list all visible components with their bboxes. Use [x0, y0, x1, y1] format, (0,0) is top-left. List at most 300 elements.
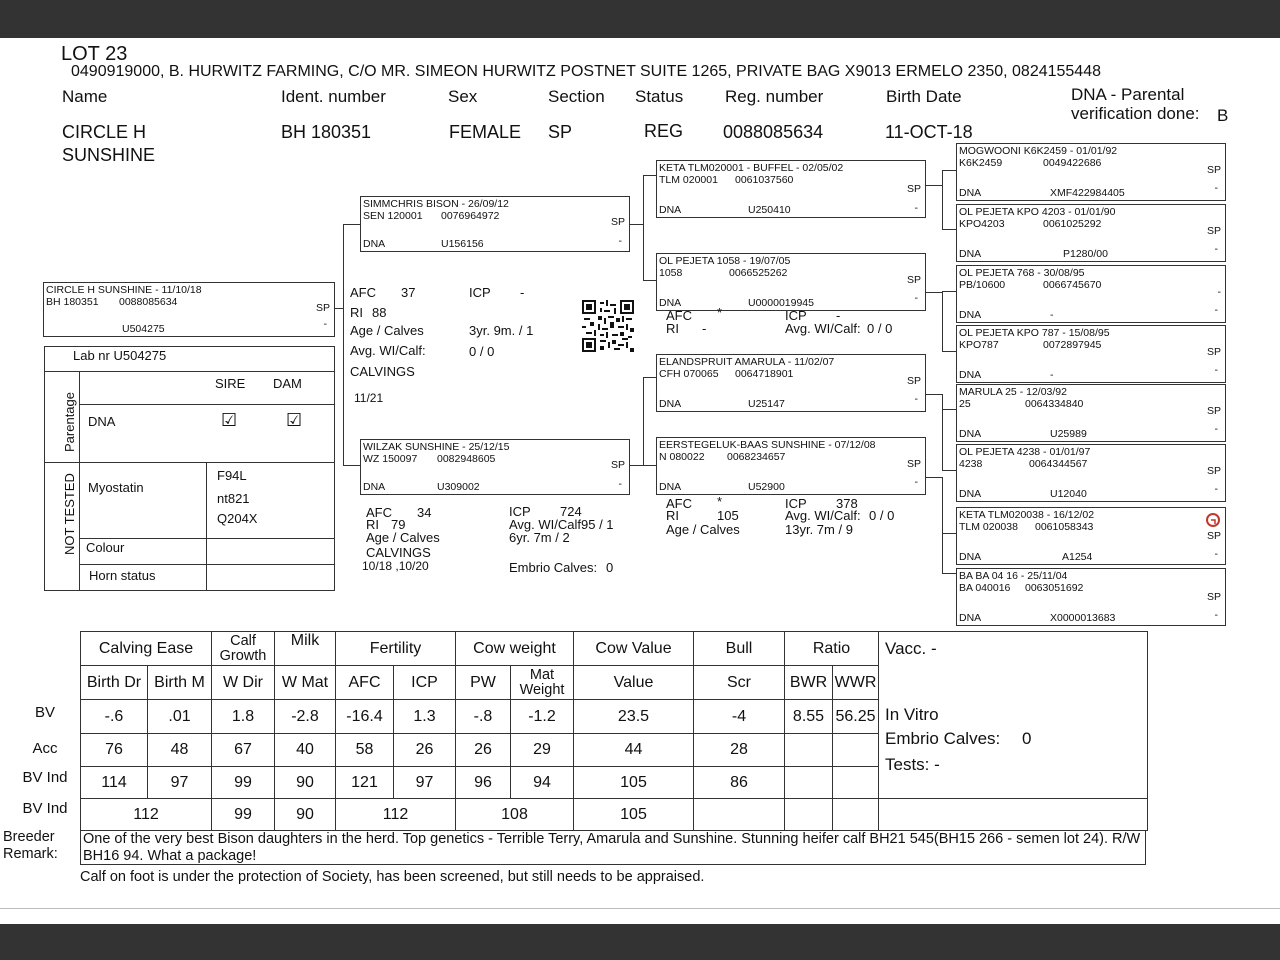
col-group: Fertility [336, 632, 456, 666]
pedigree-box-ggp [956, 143, 1226, 201]
box-reg: 0063051692 [1025, 582, 1084, 594]
connector [942, 170, 943, 230]
box-sp: SP [1206, 164, 1221, 176]
gp2-wi-label: Avg. WI/Calf: [785, 508, 861, 523]
side-panel [879, 632, 1148, 799]
subject-sp: SP [315, 302, 330, 314]
bv-cell: -1.2 [511, 700, 574, 734]
box-id: KPO4203 [959, 218, 1005, 230]
box-reg: 0066525262 [729, 267, 788, 279]
connector [942, 573, 956, 574]
connector [629, 465, 643, 466]
sire-icp: - [520, 285, 525, 300]
dna-verif-value: B [1217, 106, 1229, 125]
box-title: WILZAK SUNSHINE - 25/12/15 [363, 441, 510, 453]
pedigree-box-gp [656, 160, 926, 218]
pedigree-box-gp [656, 437, 926, 495]
connector [629, 224, 643, 225]
top-bar [0, 0, 1280, 38]
lab-dna-label: DNA [88, 414, 116, 429]
sire-wi: 0 / 0 [469, 344, 495, 359]
dam-wi: 95 / 1 [581, 517, 614, 532]
sire-wi-label: Avg. WI/Calf: [350, 343, 426, 358]
divider [79, 404, 335, 405]
box-sp: SP [1206, 225, 1221, 237]
sire-afc-label: AFC [350, 285, 376, 300]
bv-ind-cell: 121 [336, 767, 394, 799]
acc-cell: 44 [574, 734, 694, 767]
animal-name-1: CIRCLE H [62, 122, 147, 142]
table-row [81, 632, 1148, 666]
connector [942, 170, 956, 171]
box-dna-label: DNA [659, 204, 682, 216]
dam-calvings-label: CALVINGS [366, 545, 431, 560]
box-sp: SP [1206, 346, 1221, 358]
box-sp: SP [906, 274, 921, 286]
gp1-wi-label: Avg. WI/Calf: [785, 321, 861, 336]
gp1-icp: - [836, 308, 841, 323]
col-group: Calving Ease [81, 632, 212, 666]
connector [942, 533, 956, 534]
acc-cell: 29 [511, 734, 574, 767]
pedigree-box-ggp [956, 204, 1226, 262]
pedigree-box-gp [656, 354, 926, 412]
connector [925, 394, 943, 395]
connector [343, 224, 344, 465]
box-dna-label: DNA [959, 248, 982, 260]
box-reg: 0049422686 [1043, 157, 1102, 169]
box-dna: U25989 [1050, 428, 1087, 440]
pedigree-box-ggp [956, 507, 1226, 565]
bv-ind-cell: 94 [511, 767, 574, 799]
sire-age: 3yr. 9m. / 1 [469, 323, 534, 338]
col-group: Bull [694, 632, 785, 666]
sire-calvings: 11/21 [354, 391, 384, 405]
col-header: BWR [785, 666, 833, 700]
header-dna-verif-2: verification done: [1071, 104, 1200, 123]
box-sp: SP [906, 375, 921, 387]
connector [343, 224, 360, 225]
lab-horn-label: Horn status [89, 568, 156, 583]
gp2-ri: 105 [717, 508, 739, 523]
box-dna: A1254 [1062, 551, 1093, 563]
bv-ind-cell: 97 [148, 767, 212, 799]
gp1-afc-label: AFC [666, 308, 692, 323]
sire-dna-checkbox: ☑ [221, 410, 238, 430]
header-section: Section [548, 87, 605, 106]
empty-cell [833, 799, 879, 831]
connector [643, 377, 644, 466]
pedigree-box-ggp [956, 444, 1226, 502]
box-dash: - [1214, 182, 1218, 194]
lab-number: Lab nr U504275 [73, 348, 167, 363]
pedigree-box-gp [656, 253, 926, 311]
dam-wi-label: Avg. WI/Calf [509, 517, 582, 532]
animal-name-2: SUNSHINE [62, 145, 156, 165]
subject-id: BH 180351 [46, 296, 99, 308]
pedigree-box-dam [360, 439, 630, 495]
connector [942, 477, 943, 574]
connector [942, 229, 956, 230]
bv-ind-combined-cell: 108 [456, 799, 574, 831]
certification-icon [1205, 512, 1221, 528]
row-label-bv-ind-combined: BV Ind [22, 800, 68, 817]
col-header: AFC [336, 666, 394, 700]
bv-cell: 23.5 [574, 700, 694, 734]
box-dash: - [914, 393, 918, 405]
dam-afc-label: AFC [366, 505, 392, 520]
row-label-acc: Acc [32, 740, 58, 757]
subject-dna: U504275 [122, 323, 165, 335]
bv-ind-cell: 90 [275, 767, 336, 799]
connector [643, 465, 656, 466]
box-id: WZ 150097 [363, 453, 418, 465]
header-birth: Birth Date [886, 87, 962, 106]
box-dna-label: DNA [959, 488, 982, 500]
gp2-ri-label: RI [666, 508, 679, 523]
box-dash: - [1214, 609, 1218, 621]
pedigree-box-ggp [956, 325, 1226, 383]
box-sp: - [1217, 286, 1221, 298]
box-dash: - [1214, 548, 1218, 560]
gp2-afc-label: AFC [666, 496, 692, 511]
box-title: OL PEJETA KPO 787 - 15/08/95 [959, 327, 1110, 339]
myostatin-value: F94L [217, 468, 247, 483]
box-id: N 080022 [659, 451, 705, 463]
connector [343, 465, 360, 466]
box-dash: - [914, 476, 918, 488]
gp2-wi: 0 / 0 [869, 508, 895, 523]
col-header: Birth M [148, 666, 212, 700]
acc-cell: 67 [212, 734, 275, 767]
acc-cell: 26 [394, 734, 456, 767]
box-title: OL PEJETA 4238 - 01/01/97 [959, 446, 1091, 458]
box-dna-label: DNA [959, 551, 982, 563]
col-header: Mat Weight [511, 666, 574, 700]
box-reg: 0082948605 [437, 453, 496, 465]
box-dna: XMF422984405 [1050, 187, 1125, 199]
box-id: BA 040016 [959, 582, 1011, 594]
bv-ind-cell: 86 [694, 767, 785, 799]
box-sp: SP [906, 458, 921, 470]
animal-birth: 11-OCT-18 [885, 122, 973, 142]
dam-afc: 34 [417, 505, 432, 520]
sire-ri-label: RI [350, 305, 363, 320]
embrio-calves-value: 0 [1022, 729, 1032, 748]
connector [942, 351, 956, 352]
bv-ind-combined-cell [785, 799, 833, 831]
box-sp: SP [610, 459, 625, 471]
col-header: W Mat [275, 666, 336, 700]
parentage-vertical-label: Parentage [62, 392, 77, 452]
dam-embrio-label: Embrio Calves: [509, 560, 598, 575]
acc-cell [833, 734, 879, 767]
pedigree-box-sire [360, 196, 630, 252]
acc-cell: 48 [148, 734, 212, 767]
col-header: WWR [833, 666, 879, 700]
box-dash: - [618, 235, 622, 247]
subject-title: CIRCLE H SUNSHINE - 11/10/18 [46, 284, 202, 296]
divider [44, 462, 335, 463]
gp1-ri: - [702, 321, 707, 336]
box-dna: U156156 [441, 238, 484, 250]
acc-cell: 76 [81, 734, 148, 767]
box-title: KETA TLM020001 - BUFFEL - 02/05/02 [659, 162, 844, 174]
header-name: Name [62, 87, 108, 106]
box-sp: SP [1206, 465, 1221, 477]
box-sp: SP [1206, 591, 1221, 603]
box-id: PB/10600 [959, 279, 1006, 291]
animal-ident: BH 180351 [281, 122, 372, 142]
box-dash: - [618, 478, 622, 490]
divider [44, 371, 335, 372]
myostatin-value: nt821 [217, 491, 250, 506]
box-dna-label: DNA [959, 428, 982, 440]
box-title: BA BA 04 16 - 25/11/04 [959, 570, 1068, 582]
header-reg: Reg. number [725, 87, 824, 106]
box-dna: - [1050, 369, 1054, 381]
bv-ind-combined-cell: 99 [212, 799, 275, 831]
subject-box [43, 282, 335, 337]
dam-embrio: 0 [606, 560, 614, 575]
pedigree-box-ggp [956, 265, 1226, 323]
owner-line: 0490919000, B. HURWITZ FARMING, C/O MR. SIMEON HURWITZ POSTNET SUITE 1265, PRIVATE BAG X9013 ERMELO 2350, 0824155448 [71, 63, 1101, 80]
bv-cell: 1.8 [212, 700, 275, 734]
header-ident: Ident. number [281, 87, 386, 106]
subject-dash: - [323, 318, 327, 330]
col-group: Ratio [785, 632, 879, 666]
in-vitro: In Vitro [885, 705, 939, 724]
connector [942, 409, 956, 410]
box-id: 1058 [659, 267, 683, 279]
box-id: K6K2459 [959, 157, 1003, 169]
dam-calvings: 10/18 ,10/20 [362, 559, 429, 573]
gp2-icp: 378 [836, 496, 858, 511]
bv-ind-cell: 114 [81, 767, 148, 799]
box-dna-label: DNA [363, 238, 386, 250]
bv-ind-combined-cell: 90 [275, 799, 336, 831]
header-status: Status [635, 87, 684, 106]
gp2-afc: * [717, 494, 723, 509]
animal-status: REG [644, 121, 684, 141]
connector [925, 292, 942, 293]
connector [925, 185, 942, 186]
pedigree-box-ggp [956, 568, 1226, 626]
bv-cell: 8.55 [785, 700, 833, 734]
box-dna: - [1050, 309, 1054, 321]
col-group: Cow Value [574, 632, 694, 666]
bv-ind-cell [833, 767, 879, 799]
box-id: 4238 [959, 458, 983, 470]
box-id: KPO787 [959, 339, 999, 351]
connector [942, 409, 943, 471]
box-sp: SP [1206, 530, 1221, 542]
gp2-icp-label: ICP [785, 496, 807, 511]
bv-ind-cell: 97 [394, 767, 456, 799]
bv-ind-cell [785, 767, 833, 799]
box-reg: 0066745670 [1043, 279, 1102, 291]
box-dash: - [914, 202, 918, 214]
bv-ind-combined-cell: 105 [574, 799, 694, 831]
dam-ri-label: RI [366, 517, 379, 532]
myostatin-value: Q204X [217, 511, 258, 526]
remark-label-2: Remark: [3, 846, 58, 862]
col-group: Milk [275, 632, 336, 666]
box-reg: 0068234657 [727, 451, 786, 463]
connector [942, 470, 956, 471]
col-header: ICP [394, 666, 456, 700]
box-dna-label: DNA [659, 481, 682, 493]
empty-cell [879, 799, 1148, 831]
box-dna: U25147 [748, 398, 785, 410]
gp1-ri-label: RI [666, 321, 679, 336]
bv-cell: -16.4 [336, 700, 394, 734]
box-dash: - [1214, 304, 1218, 316]
pedigree-box-ggp [956, 384, 1226, 442]
animal-section: SP [548, 122, 573, 142]
box-dash: - [1214, 483, 1218, 495]
box-dna: U250410 [748, 204, 791, 216]
box-title: KETA TLM020038 - 16/12/02 [959, 509, 1095, 521]
tests: Tests: - [885, 755, 940, 774]
header-dna-verif-1: DNA - Parental [1071, 85, 1185, 104]
box-dna: U12040 [1050, 488, 1087, 500]
sire-calvings-label: CALVINGS [350, 364, 415, 379]
bv-cell: .01 [148, 700, 212, 734]
col-header: PW [456, 666, 511, 700]
box-id: TLM 020038 [959, 521, 1018, 533]
connector [942, 291, 943, 352]
box-dna: U0000019945 [748, 297, 814, 309]
divider [79, 538, 335, 539]
lab-myostatin-label: Myostatin [88, 480, 144, 495]
bv-ind-combined-cell: 112 [81, 799, 212, 831]
lab-colour-label: Colour [86, 540, 125, 555]
connector [925, 477, 942, 478]
box-reg: 0064344567 [1029, 458, 1088, 470]
dam-age-label: Age / Calves [366, 530, 440, 545]
acc-cell [785, 734, 833, 767]
qr-code [582, 300, 634, 352]
box-sp: SP [1206, 405, 1221, 417]
box-title: OL PEJETA KPO 4203 - 01/01/90 [959, 206, 1116, 218]
acc-cell: 40 [275, 734, 336, 767]
bv-cell: 1.3 [394, 700, 456, 734]
box-dna: U52900 [748, 481, 785, 493]
lab-sire-header: SIRE [215, 376, 246, 391]
box-dna-label: DNA [959, 369, 982, 381]
sire-ri: 88 [372, 305, 387, 320]
box-dash: - [1214, 364, 1218, 376]
connector [643, 175, 644, 281]
footer-note: Calf on foot is under the protection of Society, has been screened, but still needs to be appraised. [80, 869, 705, 885]
col-group: Calf Growth [212, 632, 275, 666]
box-title: OL PEJETA 1058 - 19/07/05 [659, 255, 791, 267]
gp1-afc: * [717, 305, 723, 320]
box-title: SIMMCHRIS BISON - 26/09/12 [363, 198, 509, 210]
dam-icp: 724 [560, 504, 582, 519]
box-id: 25 [959, 398, 971, 410]
box-reg: 0061025292 [1043, 218, 1102, 230]
box-dna: U309002 [437, 481, 480, 493]
subject-reg: 0088085634 [119, 296, 178, 308]
box-id: CFH 070065 [659, 368, 719, 380]
box-sp: SP [906, 183, 921, 195]
dam-dna-checkbox: ☑ [286, 410, 303, 430]
gp2-age-label: Age / Calves [666, 522, 740, 537]
box-title: EERSTEGELUK-BAAS SUNSHINE - 07/12/08 [659, 439, 876, 451]
box-title: ELANDSPRUIT AMARULA - 11/02/07 [659, 356, 835, 368]
divider [206, 462, 207, 591]
vaccination: Vacc. - [885, 639, 937, 658]
acc-cell: 28 [694, 734, 785, 767]
bv-ind-cell: 96 [456, 767, 511, 799]
connector [942, 394, 943, 410]
header-sex: Sex [448, 87, 478, 106]
box-title: MARULA 25 - 12/03/92 [959, 386, 1067, 398]
box-dash: - [914, 292, 918, 304]
not-tested-vertical-label: NOT TESTED [62, 473, 77, 555]
animal-sex: FEMALE [449, 122, 522, 142]
acc-cell: 26 [456, 734, 511, 767]
box-dna-label: DNA [659, 398, 682, 410]
col-header: Scr [694, 666, 785, 700]
gp1-wi: 0 / 0 [867, 321, 893, 336]
box-reg: 0072897945 [1043, 339, 1102, 351]
box-id: SEN 120001 [363, 210, 423, 222]
box-dna-label: DNA [959, 309, 982, 321]
bv-cell: 56.25 [833, 700, 879, 734]
table-row [81, 799, 1148, 831]
box-reg: 0061037560 [735, 174, 794, 186]
breeding-values-table [80, 631, 1148, 831]
row-label-bv: BV [34, 704, 55, 721]
box-dash: - [1214, 423, 1218, 435]
footer-rule [0, 908, 1280, 909]
box-reg: 0076964972 [441, 210, 500, 222]
box-sp: SP [610, 216, 625, 228]
box-dna-label: DNA [959, 612, 982, 624]
box-dna-label: DNA [959, 187, 982, 199]
gp2-age: 13yr. 7m / 9 [785, 522, 853, 537]
breeder-remark: One of the very best Bison daughters in the herd. Top genetics - Terrible Terry, Amarula and Sunshine. Stunning heifer calf BH21 545(BH15 266 - semen lot 24). R/W BH16 94. What a package! [80, 830, 1146, 865]
acc-cell: 58 [336, 734, 394, 767]
box-reg: 0064334840 [1025, 398, 1084, 410]
box-dna-label: DNA [659, 297, 682, 309]
col-group: Cow weight [456, 632, 574, 666]
box-title: MOGWOONI K6K2459 - 01/01/92 [959, 145, 1118, 157]
dam-ri: 79 [391, 517, 406, 532]
bv-cell: -.8 [456, 700, 511, 734]
bv-ind-combined-cell [694, 799, 785, 831]
row-label-bv-ind: BV Ind [22, 769, 68, 786]
col-header: Birth Dr [81, 666, 148, 700]
box-title: OL PEJETA 768 - 30/08/95 [959, 267, 1085, 279]
sire-age-label: Age / Calves [350, 323, 424, 338]
gp1-icp-label: ICP [785, 308, 807, 323]
animal-reg: 0088085634 [723, 122, 824, 142]
box-reg: 0061058343 [1035, 521, 1094, 533]
box-dna: X0000013683 [1050, 612, 1116, 624]
sire-icp-label: ICP [469, 285, 491, 300]
col-header: Value [574, 666, 694, 700]
bv-cell: -4 [694, 700, 785, 734]
bv-ind-cell: 105 [574, 767, 694, 799]
col-header: W Dir [212, 666, 275, 700]
remark-label-1: Breeder [3, 829, 55, 845]
box-id: TLM 020001 [659, 174, 718, 186]
dam-age: 6yr. 7m / 2 [509, 530, 570, 545]
